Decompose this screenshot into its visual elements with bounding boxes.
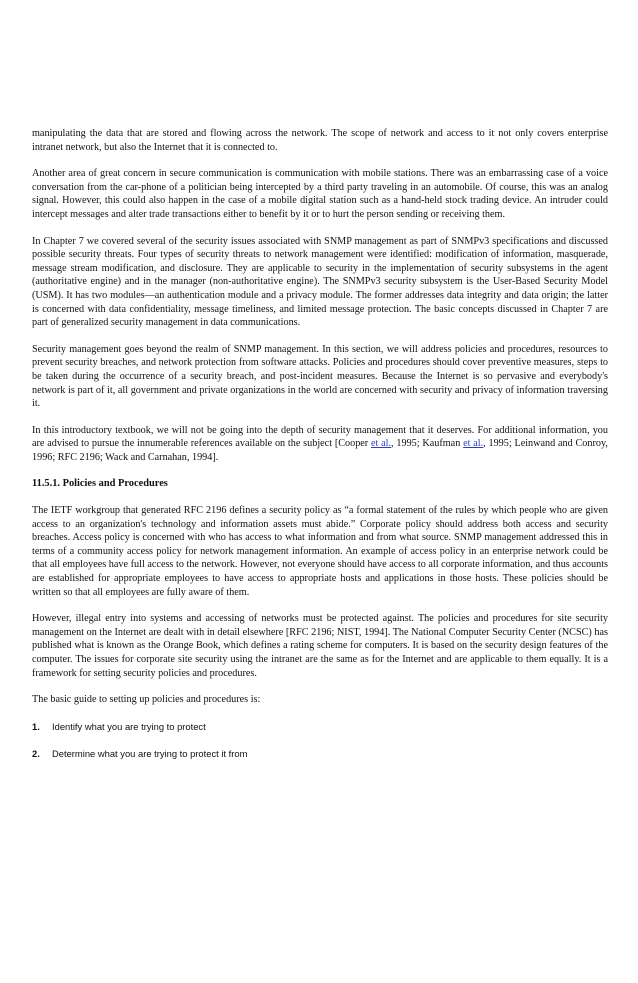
list-item-number: 1. [32,720,40,732]
references-text-2: , 1995; Kaufman [391,438,464,450]
paragraph-illegal-entry: However, illegal entry into systems and accessing of networks must be protected against. The policies and procedures for site security management on the Internet are dealt with in detail elsewhere [RFC 2196; NIST, 1994]. The National Computer Security Center (NCSC) has published what is known as the Orange Book, which defines a rating scheme for computers. It is based on the security design features of the computer. The issues for corporate site security using the intranet are the same as for the Internet and are applicable to them equally. It is a framework for setting security policies and procedures. [32,613,608,679]
list-item-text: Determine what you are trying to protect it from [52,747,248,759]
list-item-number: 2. [32,747,40,759]
list-item [32,720,608,733]
page-content [32,127,608,774]
paragraph-basic-guide: The basic guide to setting up policies and procedures is: [32,694,261,706]
list-item [32,747,608,760]
paragraph-mobile-stations: Another area of great concern in secure communication is communication with mobile stations. There was an embarrassing case of a voice conversation from the car-phone of a politician being intercepted by a third party traveling in an automobile. Of course, this was an analog signal. However, this could also happen in the case of a mobile digital station such as a hand-held stock trading device. An intruder could intercept messages and alter trade transactions either to benefit by it or to hurt the person sending or receiving them. [32,168,608,220]
paragraph-network-scope: manipulating the data that are stored and flowing across the network. The scope of network and access to it not only covers enterprise intranet network, but also the Internet that it is connected to. [32,128,608,153]
section-heading: 11.5.1. Policies and Procedures [32,478,168,490]
list-item-text: Identify what you are trying to protect [52,720,206,732]
paragraph-rfc2196-policy: The IETF workgroup that generated RFC 2196 defines a security policy as “a formal statement of the rules by which people who are given access to an organization's technology and information assets must abide.” Corporate policy should address both access and security breaches. Access policy is concerned with who has access to what information and from what source. SNMP management addressed this in terms of a community access policy for network management information. An example of access policy in an enterprise network could be that all employees have full access to the network. However, not everyone should have access to all corporate information, and thus accounts are established for appropriate employees to have access to appropriate hosts and applications in those hosts. These policies should be written so that all employees are fully aware of them. [32,505,608,598]
paragraph-beyond-snmp: Security management goes beyond the realm of SNMP management. In this section, we will address policies and procedures, resources to prevent security breaches, and network protection from software attacks. Policies and procedures should cover preventive measures, steps to be taken during the occurrence of a security breach, and post-incident measures. Because the Internet is so pervasive and everybody's network is part of it, all government and private organizations in the world are concerned with security and privacy of information traversing it. [32,343,608,410]
guide-list [32,720,608,760]
paragraph-references [32,424,608,465]
reference-link-cooper[interactable]: et al. [371,438,392,450]
paragraph-snmpv3-security: In Chapter 7 we covered several of the security issues associated with SNMP management as part of SNMPv3 specifications and discussed possible security threats. Four types of security threats to network management were identified: modification of information, masquerade, message stream modification, and disclosure. They are applicable to security in the implementation of security subsystems in the agent (authoritative engine) and in the manager (non-authoritative engine). The SNMPv3 security subsystem is the User-Based Security Model (USM). It has two modules—an authentication module and a privacy module. The former addresses data integrity and data origin; the latter is concerned with data confidentiality, message timeliness, and limited message protection. The basic concepts discussed in Chapter 7 are part of generalized security management in data communications. [32,235,608,329]
reference-link-kaufman[interactable]: et al. [463,438,484,450]
references-text-3: , 1995; Leinwand and Conroy, 1996; RFC 2196; Wack and Carnahan, 1994]. [32,438,608,463]
references-text-1: In this introductory textbook, we will not be going into the depth of security management that it deserves. For additional information, you are advised to pursue the innumerable references available on the subject [Cooper [32,424,608,450]
